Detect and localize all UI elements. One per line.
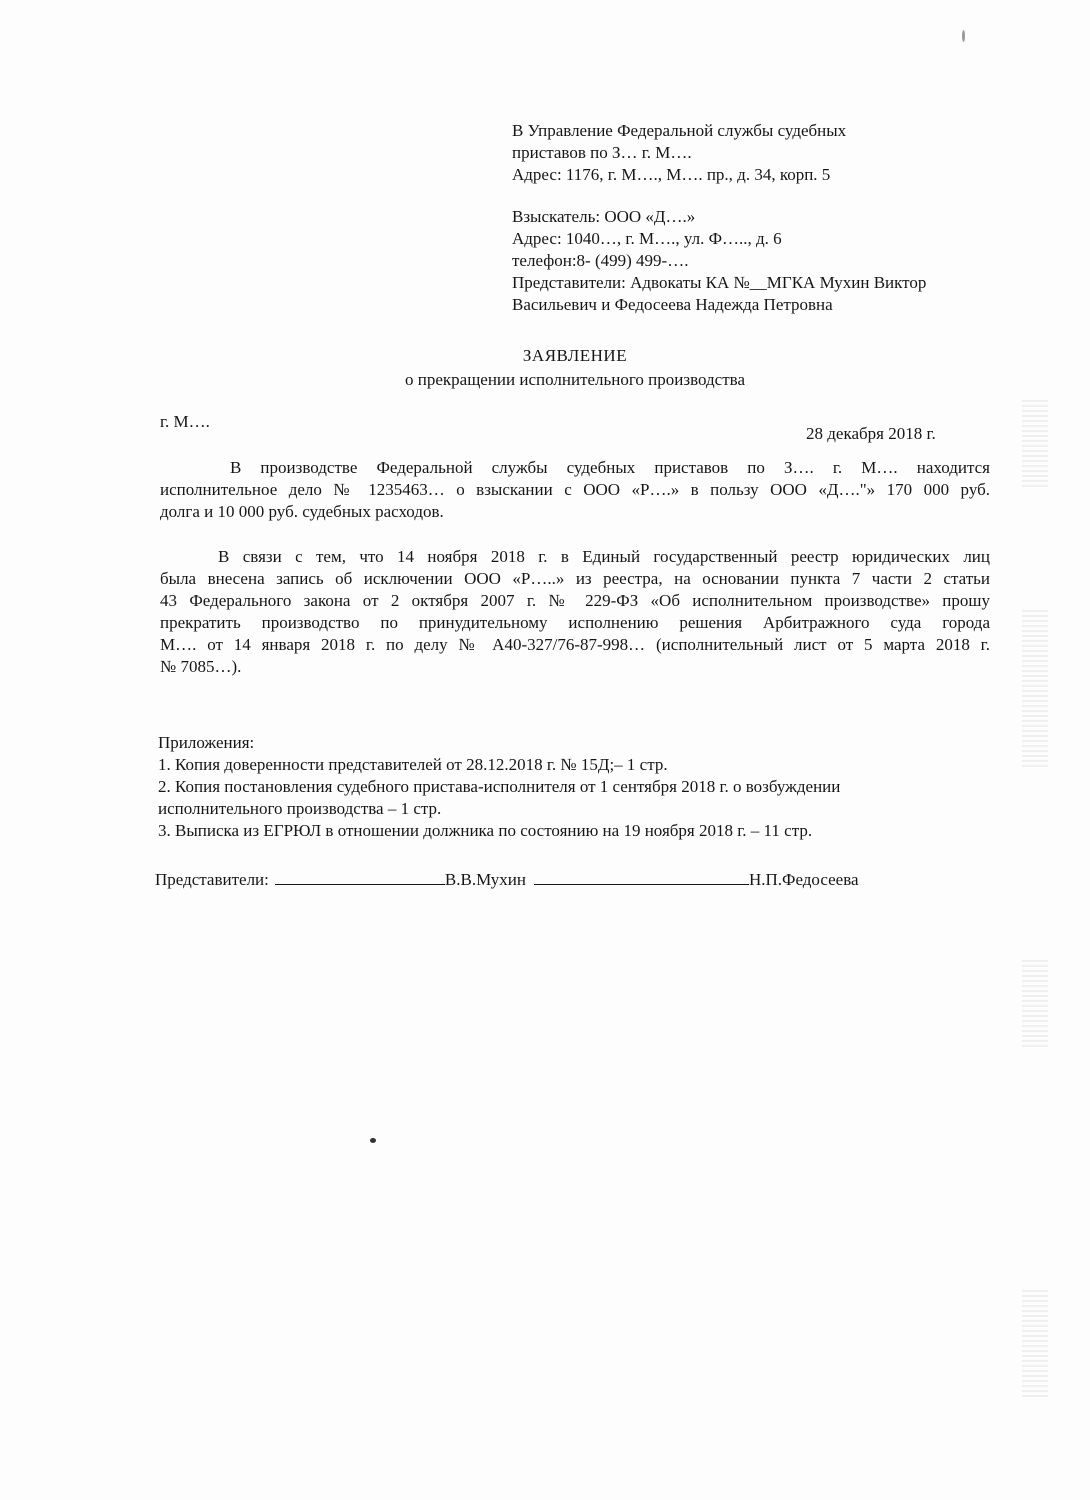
attachment-item: 2. Копия постановления судебного пристава-исполнителя от 1 сентября 2018 г. о возбуждении — [158, 777, 841, 796]
document-title: ЗАЯВЛЕНИЕ — [522, 346, 628, 365]
claimant-representatives: Представители: Адвокаты КА №__МГКА Мухин Виктор — [512, 273, 927, 292]
paragraph-line: прекратить производство по принудительному исполнению решения Арбитражного суда города — [160, 613, 990, 632]
attachment-item: 3. Выписка из ЕГРЮЛ в отношении должника по состоянию на 19 ноября 2018 г. – 11 стр. — [158, 821, 813, 840]
signature-line — [534, 868, 749, 885]
document-subtitle: о прекращении исполнительного производства — [405, 370, 745, 389]
scan-edge-shadow — [1022, 960, 1048, 1050]
claimant-address: Адрес: 1040…, г. М…., ул. Ф….., д. 6 — [512, 229, 782, 248]
scan-edge-shadow — [1022, 610, 1048, 770]
paragraph-line: № 7085…). — [160, 657, 242, 676]
paragraph-line: М…. от 14 января 2018 г. по делу № А40-327/76-87-998… (исполнительный лист от 5 марта 2018 г. — [160, 635, 990, 654]
scan-edge-shadow — [1022, 400, 1048, 490]
attachment-item-cont: исполнительного производства – 1 стр. — [158, 799, 442, 818]
claimant-name: Взыскатель: ООО «Д….» — [512, 207, 696, 226]
signature-line — [275, 868, 445, 885]
signature-block — [155, 868, 859, 890]
paragraph-line: долга и 10 000 руб. судебных расходов. — [160, 502, 444, 521]
document-date: 28 декабря 2018 г. — [806, 424, 936, 443]
claimant-phone: телефон:8- (499) 499-…. — [512, 251, 689, 270]
paragraph-line: исполнительное дело № 1235463… о взыскании с ООО «Р….» в пользу ООО «Д…."» 170 000 руб. — [160, 480, 990, 499]
scan-speck — [370, 1138, 376, 1143]
addressee-block — [512, 120, 846, 186]
scan-edge-shadow — [1022, 1290, 1048, 1400]
addressee-line: приставов по З… г. М…. — [512, 143, 692, 162]
paragraph-case-info — [160, 457, 990, 523]
claimant-representatives-cont: Васильевич и Федосеева Надежда Петровна — [512, 295, 833, 314]
attachment-item: 1. Копия доверенности представителей от 28.12.2018 г. № 15Д;– 1 стр. — [158, 755, 668, 774]
attachments-heading: Приложения: — [158, 733, 255, 752]
addressee-line: В Управление Федеральной службы судебных — [512, 121, 847, 140]
signature-label: Представители: — [155, 870, 269, 889]
paragraph-line: 43 Федерального закона от 2 октября 2007 г. № 229-ФЗ «Об исполнительном производстве» прошу — [160, 591, 990, 610]
addressee-address: Адрес: 1176, г. М…., М…. пр., д. 34, корп. 5 — [512, 165, 831, 184]
claimant-block — [512, 206, 926, 316]
paragraph-request — [160, 546, 990, 678]
signature-name: Н.П.Федосеева — [748, 870, 859, 889]
attachments-list — [158, 732, 840, 842]
scan-speck — [962, 30, 965, 42]
paragraph-line: В связи с тем, что 14 ноября 2018 г. в Единый государственный реестр юридических лиц — [218, 547, 990, 566]
paragraph-line: В производстве Федеральной службы судебных приставов по З…. г. М…. находится — [230, 458, 990, 477]
place-of-issue: г. М…. — [160, 412, 210, 431]
signature-name: В.В.Мухин — [444, 870, 526, 889]
paragraph-line: была внесена запись об исключении ООО «Р…..» из реестра, на основании пункта 7 части 2 статьи — [160, 569, 990, 588]
